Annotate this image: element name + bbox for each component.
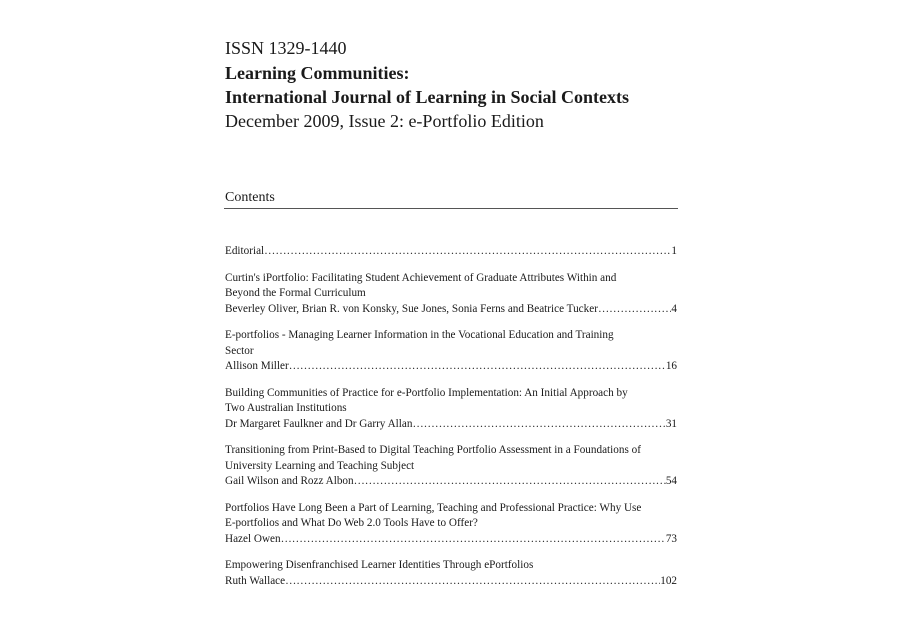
journal-title-line1: Learning Communities: — [225, 63, 410, 83]
toc-entry — [225, 558, 677, 589]
toc-title-line: University Learning and Teaching Subject — [225, 459, 415, 472]
toc-title-line: Building Communities of Practice for e-Portfolio Implementation: An Initial Approach by — [225, 386, 628, 399]
toc-title-line: Two Australian Institutions — [225, 402, 347, 414]
toc-page-number: 73 — [665, 532, 677, 545]
toc-title-line: Portfolios Have Long Been a Part of Learning, Teaching and Professional Practice: Why Use — [225, 501, 642, 514]
edition-line: December 2009, Issue 2: e-Portfolio Edition — [225, 111, 544, 131]
toc-leader-line[interactable] — [225, 532, 677, 548]
leader-dots — [412, 417, 665, 433]
toc-authors: Dr Margaret Faulkner and Dr Garry Allan — [225, 417, 413, 430]
toc-entry — [225, 501, 677, 548]
toc-authors: Hazel Owen — [225, 532, 281, 545]
toc-page-number: 16 — [665, 360, 677, 372]
toc-entry — [225, 386, 677, 433]
toc-entry — [225, 271, 677, 318]
toc-leader-line[interactable] — [225, 359, 677, 375]
toc-title-line: E-portfolios and What Do Web 2.0 Tools Have to Offer? — [225, 517, 478, 529]
leader-dots — [264, 244, 671, 260]
contents-divider — [224, 208, 678, 209]
toc-title-line: Curtin's iPortfolio: Facilitating Student Achievement of Graduate Attributes Within and — [225, 271, 617, 284]
leader-dots — [289, 359, 666, 375]
leader-dots — [598, 302, 671, 318]
toc-page-number: 4 — [671, 302, 677, 315]
toc-title-line: Empowering Disenfranchised Learner Identities Through ePortfolios — [225, 559, 534, 571]
issn: ISSN 1329-1440 — [225, 38, 347, 58]
leader-dots — [285, 574, 660, 590]
toc-entry-label: Editorial — [225, 245, 265, 257]
toc-leader-line[interactable] — [225, 244, 677, 260]
toc-authors: Beverley Oliver, Brian R. von Konsky, Sue Jones, Sonia Ferns and Beatrice Tucker — [225, 302, 598, 315]
journal-title-line2: International Journal of Learning in Social Contexts — [225, 87, 630, 107]
toc-page-number: 1 — [671, 245, 677, 257]
toc-page-number: 31 — [665, 417, 677, 430]
toc-leader-line[interactable] — [225, 417, 677, 433]
toc-entry — [225, 443, 677, 490]
contents-heading: Contents — [225, 190, 275, 205]
toc-entry — [225, 244, 677, 260]
toc-authors: Ruth Wallace — [225, 574, 286, 587]
toc-title-line: Transitioning from Print-Based to Digital Teaching Portfolio Assessment in a Foundations of — [225, 444, 641, 456]
toc-title-line: Beyond the Formal Curriculum — [225, 287, 366, 299]
toc-leader-line[interactable] — [225, 574, 677, 590]
toc-page-number: 102 — [660, 574, 677, 587]
toc-entry — [225, 328, 677, 375]
toc-leader-line[interactable] — [225, 474, 677, 490]
toc-title-line: Sector — [225, 344, 254, 357]
leader-dots — [354, 474, 666, 490]
leader-dots — [281, 532, 666, 548]
toc-page-number: 54 — [665, 475, 677, 487]
toc-authors: Allison Miller — [225, 360, 289, 372]
toc-title-line: E-portfolios - Managing Learner Information in the Vocational Education and Training — [225, 329, 614, 341]
toc-authors: Gail Wilson and Rozz Albon — [225, 475, 354, 487]
table-of-contents — [225, 244, 677, 589]
toc-leader-line[interactable] — [225, 302, 677, 318]
